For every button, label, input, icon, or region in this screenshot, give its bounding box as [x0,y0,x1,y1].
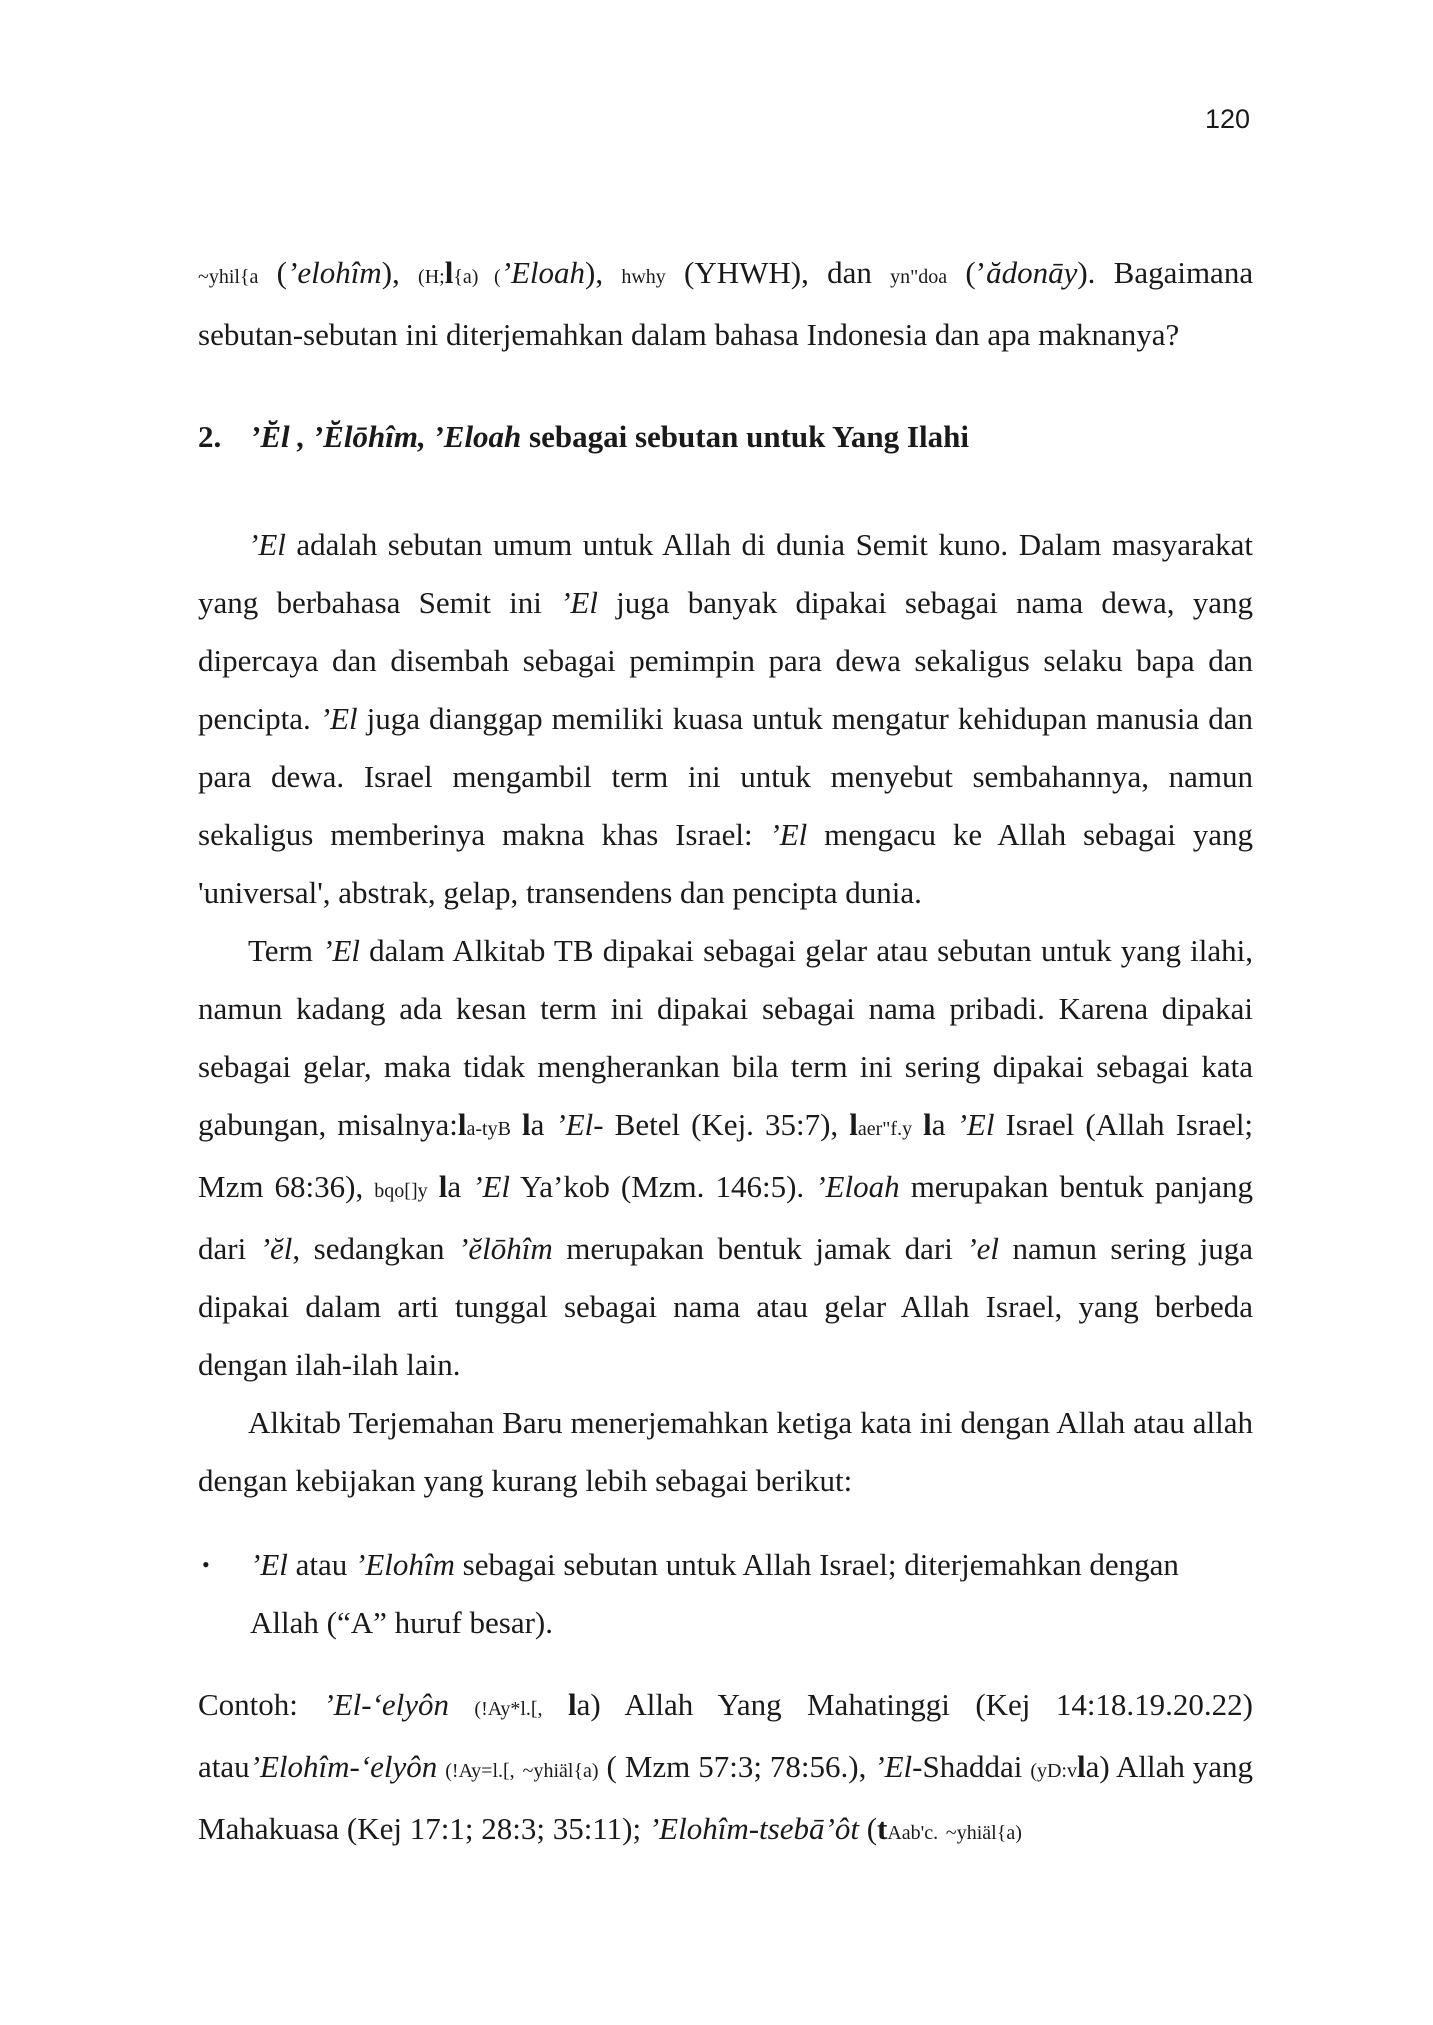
text: merupakan bentuk jamak dari [566,1231,953,1266]
transliteration: ’Eloah [500,255,585,290]
text: Shaddai [922,1749,1023,1784]
list-item [198,1536,1253,1652]
term: ’ĕl [259,1231,293,1266]
hebrew-letter: l [438,1169,448,1204]
term: ’el [966,1231,1000,1266]
page-number: 120 [1204,104,1250,134]
term: ’El [956,1107,995,1142]
text: Betel (Kej. 35:7), [614,1107,839,1142]
hebrew-word: ~yhiäl{a) [522,1760,599,1782]
text: (YHWH), dan [684,255,872,290]
hebrew-letter: l [849,1107,858,1142]
term: ’El [769,817,808,852]
text: atau [295,1547,348,1582]
text: a [931,1107,946,1142]
text: a [447,1169,462,1204]
text: ( Mzm 57:3; 78:56.), [606,1749,867,1784]
bullet-list [198,1536,1253,1652]
transliteration: ’elohîm [287,255,382,290]
hebrew-letter: l [457,1107,467,1142]
paragraph-alkitab: Alkitab Terjemahan Baru menerjemahkan ketiga kata ini dengan Allah atau allah dengan kebijakan yang kurang lebih sebagai berikut: [198,1405,1253,1498]
hebrew-letter: l [923,1107,932,1142]
term: ’Elohîm-‘elyôn [249,1749,438,1784]
hebrew-word: ~yhiäl{a) [945,1822,1022,1844]
text: ( [866,1811,878,1846]
term: ’El [250,1547,288,1582]
hebrew-word: (!Ay=l.[, [445,1760,515,1782]
hebrew-word: (!Ay*l.[, [474,1698,543,1720]
text: mengacu ke Allah sebagai yang 'universal', abstrak, gelap, transendens dan pencipta dunia. [198,817,1254,910]
term: ’El [472,1169,511,1204]
term: ’El [248,527,286,562]
section-number: 2. [198,419,222,454]
paragraph-term [198,922,1253,1394]
term: ’El- [874,1749,923,1784]
text: (’ [965,255,987,290]
text: , sedangkan [292,1231,445,1266]
text: a [530,1107,545,1142]
text: namun sering juga dipakai dalam arti tunggal sebagai nama atau gelar Allah Israel, yang berbeda dengan ilah-ilah lain. [198,1231,1254,1382]
text: Term [248,933,313,968]
text: a) [1085,1749,1110,1784]
example-label: Contoh: [198,1687,298,1722]
text: juga banyak dipakai sebagai nama dewa, yang dipercaya dan disembah sebagai pemimpin para dewa sekaligus selaku bapa dan pencipta. [198,585,1253,736]
hebrew-word: (yD:v [1030,1760,1077,1782]
hebrew-word: {a) ( [453,266,501,288]
hebrew-word: (H; [418,266,445,288]
text: juga dianggap memiliki kuasa untuk mengatur kehidupan manusia dan para dewa. Israel mengambil term ini untuk menyebut sembahannya, namun sekaligus memberinya makna khas Israel: [198,701,1254,852]
text: Allah Yang Mahatinggi (Kej 14:18.19.20.22) atau [198,1687,1254,1784]
hebrew-letter: l [444,255,454,290]
hebrew-word: yn"doa [890,266,948,288]
term: ’El-‘elyôn [323,1687,449,1722]
text: merupakan bentuk panjang dari [198,1169,1254,1266]
term: ’Elohîm [355,1547,455,1582]
bullet-icon: • [202,1552,210,1577]
heading-text: sebagai sebutan untuk Yang Ilahi [529,419,969,454]
hebrew-letter: l [521,1107,531,1142]
hebrew-letter: l [567,1687,577,1722]
text: ), [381,255,400,290]
term: ’El [322,933,360,968]
hebrew-word: hwhy [621,266,666,288]
hebrew-word: aer"f.y [857,1118,913,1140]
text: Israel (Allah Israel; Mzm 68:36), [198,1107,1254,1204]
example-paragraph [198,1676,1253,1862]
page-body [198,244,1253,1862]
term: ’ĕlōhîm [458,1231,553,1266]
text: sebagai sebutan untuk Allah Israel; diterjemahkan dengan Allah (“A” huruf besar). [250,1547,1179,1640]
hebrew-word: Aab'c. [887,1822,939,1844]
term: ’El [319,701,358,736]
text: dalam Alkitab TB dipakai sebagai gelar atau sebutan untuk yang ilahi, namun kadang ada kesan term ini dipakai sebagai nama pribadi. Karena dipakai sebagai gelar, maka tidak mengherankan bila term ini sering dipakai sebagai kata gabungan, misalnya: [198,933,1253,1142]
hebrew-word: a-tyB [466,1118,511,1140]
term: ’El [560,585,598,620]
hebrew-word: bqo[]y [374,1180,428,1202]
term: ’Elohîm-tsebā’ôt [648,1811,859,1846]
transliteration: ădonāy [986,255,1078,290]
text: ). Bagaimana sebutan-sebutan ini diterjemahkan dalam bahasa Indonesia dan apa maknanya? [198,255,1254,352]
text: ), [585,255,604,290]
heading-terms: ’Ĕl , ’Ĕlōhîm, ’Eloah [250,419,522,454]
hebrew-word: ~yhil{a [198,266,259,288]
hebrew-letter: t [877,1811,888,1846]
text: adalah sebutan umum untuk Allah di dunia Semit kuno. Dalam masyarakat yang berbahasa Semit ini [198,527,1253,620]
term: ’Eloah [815,1169,900,1204]
text: Allah yang Mahakuasa (Kej 17:1; 28:3; 35:11); [198,1749,1254,1846]
paragraph-el [198,516,1253,922]
term: ’El- [555,1107,604,1142]
intro-paragraph: ~yhil{a (’elohîm), (H;l{a) (’Eloah), hwhy (YHWH), dan yn"doa (’ădonāy). Bagaimana sebutan-sebutan ini diterjemahkan dalam bahasa Indonesia dan apa maknanya? [198,255,1254,352]
section-heading [198,414,1253,460]
text: a) [576,1687,601,1722]
hebrew-letter: l [1076,1749,1086,1784]
text: Ya’kob (Mzm. 146:5). [519,1169,805,1204]
